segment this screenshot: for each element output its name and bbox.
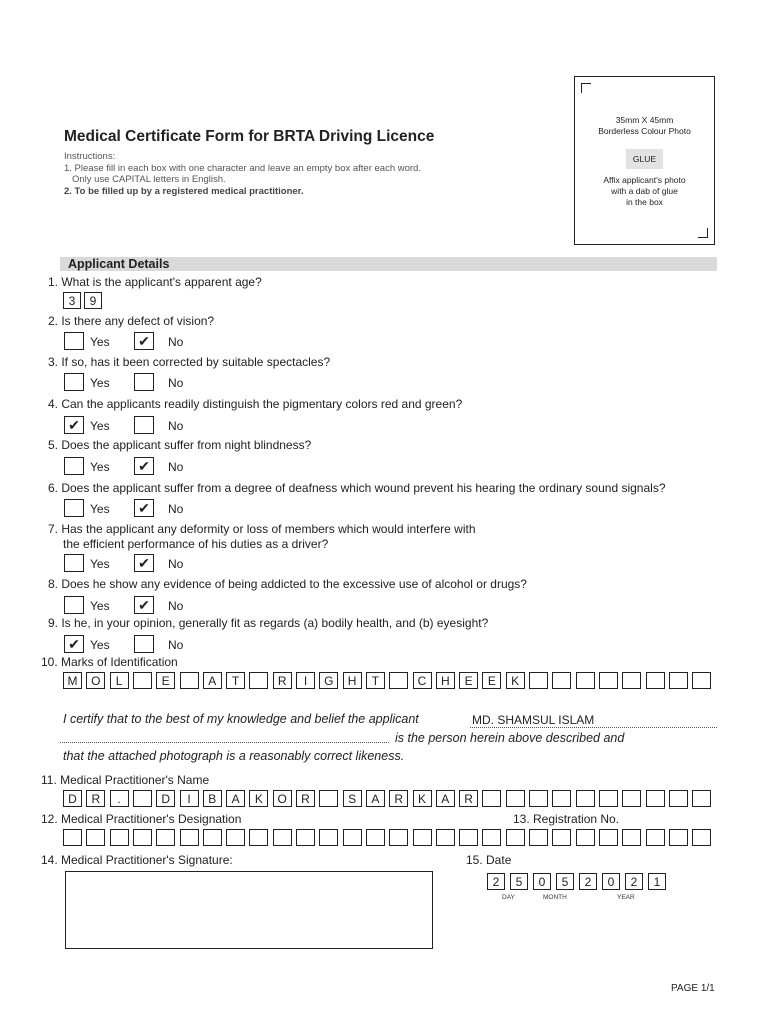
designation-char-box-3[interactable]: [110, 829, 129, 846]
marks-char-box-8[interactable]: T: [226, 672, 245, 689]
name-char-box-23[interactable]: [576, 790, 595, 807]
designation-char-box-5[interactable]: [156, 829, 175, 846]
certify-dotted-line: [60, 742, 389, 743]
marks-char-box-15[interactable]: [389, 672, 408, 689]
q2-no-checkbox[interactable]: ✔: [134, 332, 154, 350]
photo-size-line-2: Borderless Colour Photo: [598, 126, 691, 136]
signature-box[interactable]: [65, 871, 433, 949]
designation-char-box-25[interactable]: [622, 829, 641, 846]
marks-char-box-9[interactable]: [249, 672, 268, 689]
marks-char-box-18[interactable]: E: [459, 672, 478, 689]
q3-yes-label: Yes: [90, 376, 110, 390]
question-9: 9. Is he, in your opinion, generally fit as regards (a) bodily health, and (b) eyesight?: [48, 616, 489, 630]
marks-char-box-20[interactable]: K: [506, 672, 525, 689]
instructions-label: Instructions:: [64, 151, 116, 162]
marks-char-box-2[interactable]: O: [86, 672, 105, 689]
date-label: 15. Date: [466, 853, 512, 867]
marks-char-box-11[interactable]: I: [296, 672, 315, 689]
q8-no-checkbox[interactable]: ✔: [134, 596, 154, 614]
date-char-box-8[interactable]: 1: [648, 873, 666, 890]
name-char-box-8[interactable]: A: [226, 790, 245, 807]
q7-yes-checkbox[interactable]: [64, 554, 84, 572]
year-label: YEAR: [617, 894, 635, 901]
instruction-1a: 1. Please fill in each box with one character and leave an empty box after each word.: [64, 162, 421, 174]
q3-yes-checkbox[interactable]: [64, 373, 84, 391]
designation-char-box-27[interactable]: [669, 829, 688, 846]
name-char-box-20[interactable]: [506, 790, 525, 807]
marks-char-box-21[interactable]: [529, 672, 548, 689]
question-7-line-2: the efficient performance of his duties as a driver?: [63, 537, 329, 551]
marks-char-box-27[interactable]: [669, 672, 688, 689]
designation-char-box-21[interactable]: [529, 829, 548, 846]
affix-instructions: [575, 175, 714, 208]
date-char-box-7[interactable]: 2: [625, 873, 643, 890]
photo-box[interactable]: [574, 76, 715, 245]
marks-char-box-14[interactable]: T: [366, 672, 385, 689]
affix-line-1: Affix applicant's photo: [603, 175, 686, 185]
q7-yes-label: Yes: [90, 557, 110, 571]
name-char-box-10[interactable]: O: [273, 790, 292, 807]
question-2: 2. Is there any defect of vision?: [48, 314, 215, 328]
designation-char-box-17[interactable]: [436, 829, 455, 846]
name-char-box-15[interactable]: R: [389, 790, 408, 807]
name-char-box-26[interactable]: [646, 790, 665, 807]
age-box-1[interactable]: 3: [63, 292, 81, 309]
q7-no-label: No: [168, 557, 184, 571]
instruction-2: 2. To be filled up by a registered medical practitioner.: [64, 185, 304, 197]
designation-char-box-4[interactable]: [133, 829, 152, 846]
marks-char-box-28[interactable]: [692, 672, 711, 689]
day-label: DAY: [502, 894, 515, 901]
q5-no-label: No: [168, 460, 184, 474]
q4-yes-label: Yes: [90, 419, 110, 433]
q9-yes-label: Yes: [90, 638, 110, 652]
practitioner-name-label: 11. Medical Practitioner's Name: [41, 773, 210, 787]
name-char-box-19[interactable]: [482, 790, 501, 807]
name-char-box-22[interactable]: [552, 790, 571, 807]
marks-char-box-1[interactable]: M: [63, 672, 82, 689]
question-5: 5. Does the applicant suffer from night blindness?: [48, 438, 312, 452]
q4-yes-checkbox[interactable]: ✔: [64, 416, 84, 434]
q3-no-label: No: [168, 376, 184, 390]
name-char-box-13[interactable]: S: [343, 790, 362, 807]
question-3: 3. If so, has it been corrected by suitable spectacles?: [48, 355, 331, 369]
photo-size-text: [575, 115, 714, 137]
q6-no-label: No: [168, 502, 184, 516]
practitioner-signature-label: 14. Medical Practitioner's Signature:: [41, 853, 233, 867]
applicant-name-dotted-line: [470, 727, 717, 728]
question-4: 4. Can the applicants readily distinguish the pigmentary colors red and green?: [48, 397, 463, 411]
name-char-box-17[interactable]: A: [436, 790, 455, 807]
q8-no-label: No: [168, 599, 184, 613]
designation-char-box-2[interactable]: [86, 829, 105, 846]
designation-char-box-16[interactable]: [413, 829, 432, 846]
name-char-box-1[interactable]: D: [63, 790, 82, 807]
instruction-1b: Only use CAPITAL letters in English.: [72, 174, 226, 185]
designation-char-box-15[interactable]: [389, 829, 408, 846]
designation-char-box-10[interactable]: [273, 829, 292, 846]
applicant-name[interactable]: MD. SHAMSUL ISLAM: [472, 713, 595, 727]
name-char-box-3[interactable]: .: [110, 790, 129, 807]
designation-char-box-1[interactable]: [63, 829, 82, 846]
designation-char-box-19[interactable]: [482, 829, 501, 846]
question-8: 8. Does he show any evidence of being addicted to the excessive use of alcohol or drugs?: [48, 577, 527, 591]
designation-char-box-13[interactable]: [343, 829, 362, 846]
marks-char-box-5[interactable]: E: [156, 672, 175, 689]
question-7-line-1: 7. Has the applicant any deformity or loss of members which would interfere with: [48, 522, 476, 536]
designation-char-box-8[interactable]: [226, 829, 245, 846]
marks-char-box-23[interactable]: [576, 672, 595, 689]
date-char-box-1[interactable]: 2: [487, 873, 505, 890]
date-char-box-2[interactable]: 5: [510, 873, 528, 890]
designation-char-box-12[interactable]: [319, 829, 338, 846]
name-char-box-28[interactable]: [692, 790, 711, 807]
q6-no-checkbox[interactable]: ✔: [134, 499, 154, 517]
marks-char-box-17[interactable]: H: [436, 672, 455, 689]
name-char-box-25[interactable]: [622, 790, 641, 807]
designation-char-box-26[interactable]: [646, 829, 665, 846]
q9-no-checkbox[interactable]: [134, 635, 154, 653]
question-1: 1. What is the applicant's apparent age?: [48, 275, 262, 289]
marks-char-box-22[interactable]: [552, 672, 571, 689]
q9-no-label: No: [168, 638, 184, 652]
name-char-box-14[interactable]: A: [366, 790, 385, 807]
certify-line-3: that the attached photograph is a reasonably correct likeness.: [63, 749, 405, 763]
affix-line-3: in the box: [626, 197, 663, 207]
q6-yes-label: Yes: [90, 502, 110, 516]
date-char-box-3[interactable]: 0: [533, 873, 551, 890]
name-char-box-2[interactable]: R: [86, 790, 105, 807]
designation-char-box-14[interactable]: [366, 829, 385, 846]
q8-yes-label: Yes: [90, 599, 110, 613]
date-char-box-6[interactable]: 0: [602, 873, 620, 890]
q2-yes-label: Yes: [90, 335, 110, 349]
marks-char-box-13[interactable]: H: [343, 672, 362, 689]
registration-number-label: 13. Registration No.: [513, 812, 620, 826]
month-label: MONTH: [543, 894, 567, 901]
question-10: 10. Marks of Identification: [41, 655, 178, 669]
designation-char-box-28[interactable]: [692, 829, 711, 846]
name-char-box-4[interactable]: [133, 790, 152, 807]
q8-yes-checkbox[interactable]: [64, 596, 84, 614]
name-char-box-6[interactable]: I: [180, 790, 199, 807]
certify-line-2: is the person herein above described and: [395, 731, 625, 745]
q4-no-label: No: [168, 419, 184, 433]
section-applicant-details: Applicant Details: [60, 257, 717, 271]
designation-char-box-20[interactable]: [506, 829, 525, 846]
name-char-box-11[interactable]: R: [296, 790, 315, 807]
q6-yes-checkbox[interactable]: [64, 499, 84, 517]
marks-char-box-19[interactable]: E: [482, 672, 501, 689]
name-char-box-16[interactable]: K: [413, 790, 432, 807]
age-box-2[interactable]: 9: [84, 292, 102, 309]
designation-char-box-7[interactable]: [203, 829, 222, 846]
marks-char-box-25[interactable]: [622, 672, 641, 689]
marks-char-box-12[interactable]: G: [319, 672, 338, 689]
designation-char-box-22[interactable]: [552, 829, 571, 846]
designation-char-box-11[interactable]: [296, 829, 315, 846]
q4-no-checkbox[interactable]: [134, 416, 154, 434]
marks-char-box-10[interactable]: R: [273, 672, 292, 689]
marks-char-box-3[interactable]: L: [110, 672, 129, 689]
designation-char-box-23[interactable]: [576, 829, 595, 846]
date-char-box-4[interactable]: 5: [556, 873, 574, 890]
designation-char-box-9[interactable]: [249, 829, 268, 846]
marks-char-box-4[interactable]: [133, 672, 152, 689]
marks-char-box-7[interactable]: A: [203, 672, 222, 689]
name-char-box-9[interactable]: K: [249, 790, 268, 807]
q5-no-checkbox[interactable]: ✔: [134, 457, 154, 475]
glue-label: GLUE: [626, 149, 663, 169]
marks-char-box-6[interactable]: [180, 672, 199, 689]
question-6: 6. Does the applicant suffer from a degree of deafness which wound prevent his hearing the ordinary sound signals?: [48, 481, 666, 495]
instructions: [64, 151, 421, 197]
form-title: Medical Certificate Form for BRTA Driving Licence: [64, 128, 435, 145]
affix-line-2: with a dab of glue: [611, 186, 678, 196]
name-char-box-7[interactable]: B: [203, 790, 222, 807]
name-char-box-18[interactable]: R: [459, 790, 478, 807]
q9-yes-checkbox[interactable]: ✔: [64, 635, 84, 653]
marks-char-box-26[interactable]: [646, 672, 665, 689]
designation-char-box-24[interactable]: [599, 829, 618, 846]
q7-no-checkbox[interactable]: ✔: [134, 554, 154, 572]
practitioner-designation-label: 12. Medical Practitioner's Designation: [41, 812, 242, 826]
corner-mark-bottom-right: [698, 228, 708, 238]
certify-line-1: I certify that to the best of my knowledge and belief the applicant: [63, 712, 419, 726]
name-char-box-5[interactable]: D: [156, 790, 175, 807]
name-char-box-12[interactable]: [319, 790, 338, 807]
marks-char-box-16[interactable]: C: [413, 672, 432, 689]
name-char-box-24[interactable]: [599, 790, 618, 807]
q2-yes-checkbox[interactable]: [64, 332, 84, 350]
corner-mark-top-left: [581, 83, 591, 93]
designation-char-box-6[interactable]: [180, 829, 199, 846]
name-char-box-21[interactable]: [529, 790, 548, 807]
date-char-box-5[interactable]: 2: [579, 873, 597, 890]
photo-size-line-1: 35mm X 45mm: [615, 115, 674, 125]
name-char-box-27[interactable]: [669, 790, 688, 807]
marks-char-box-24[interactable]: [599, 672, 618, 689]
q5-yes-label: Yes: [90, 460, 110, 474]
page-number: PAGE 1/1: [671, 983, 715, 994]
q3-no-checkbox[interactable]: [134, 373, 154, 391]
q2-no-label: No: [168, 335, 184, 349]
q5-yes-checkbox[interactable]: [64, 457, 84, 475]
designation-char-box-18[interactable]: [459, 829, 478, 846]
